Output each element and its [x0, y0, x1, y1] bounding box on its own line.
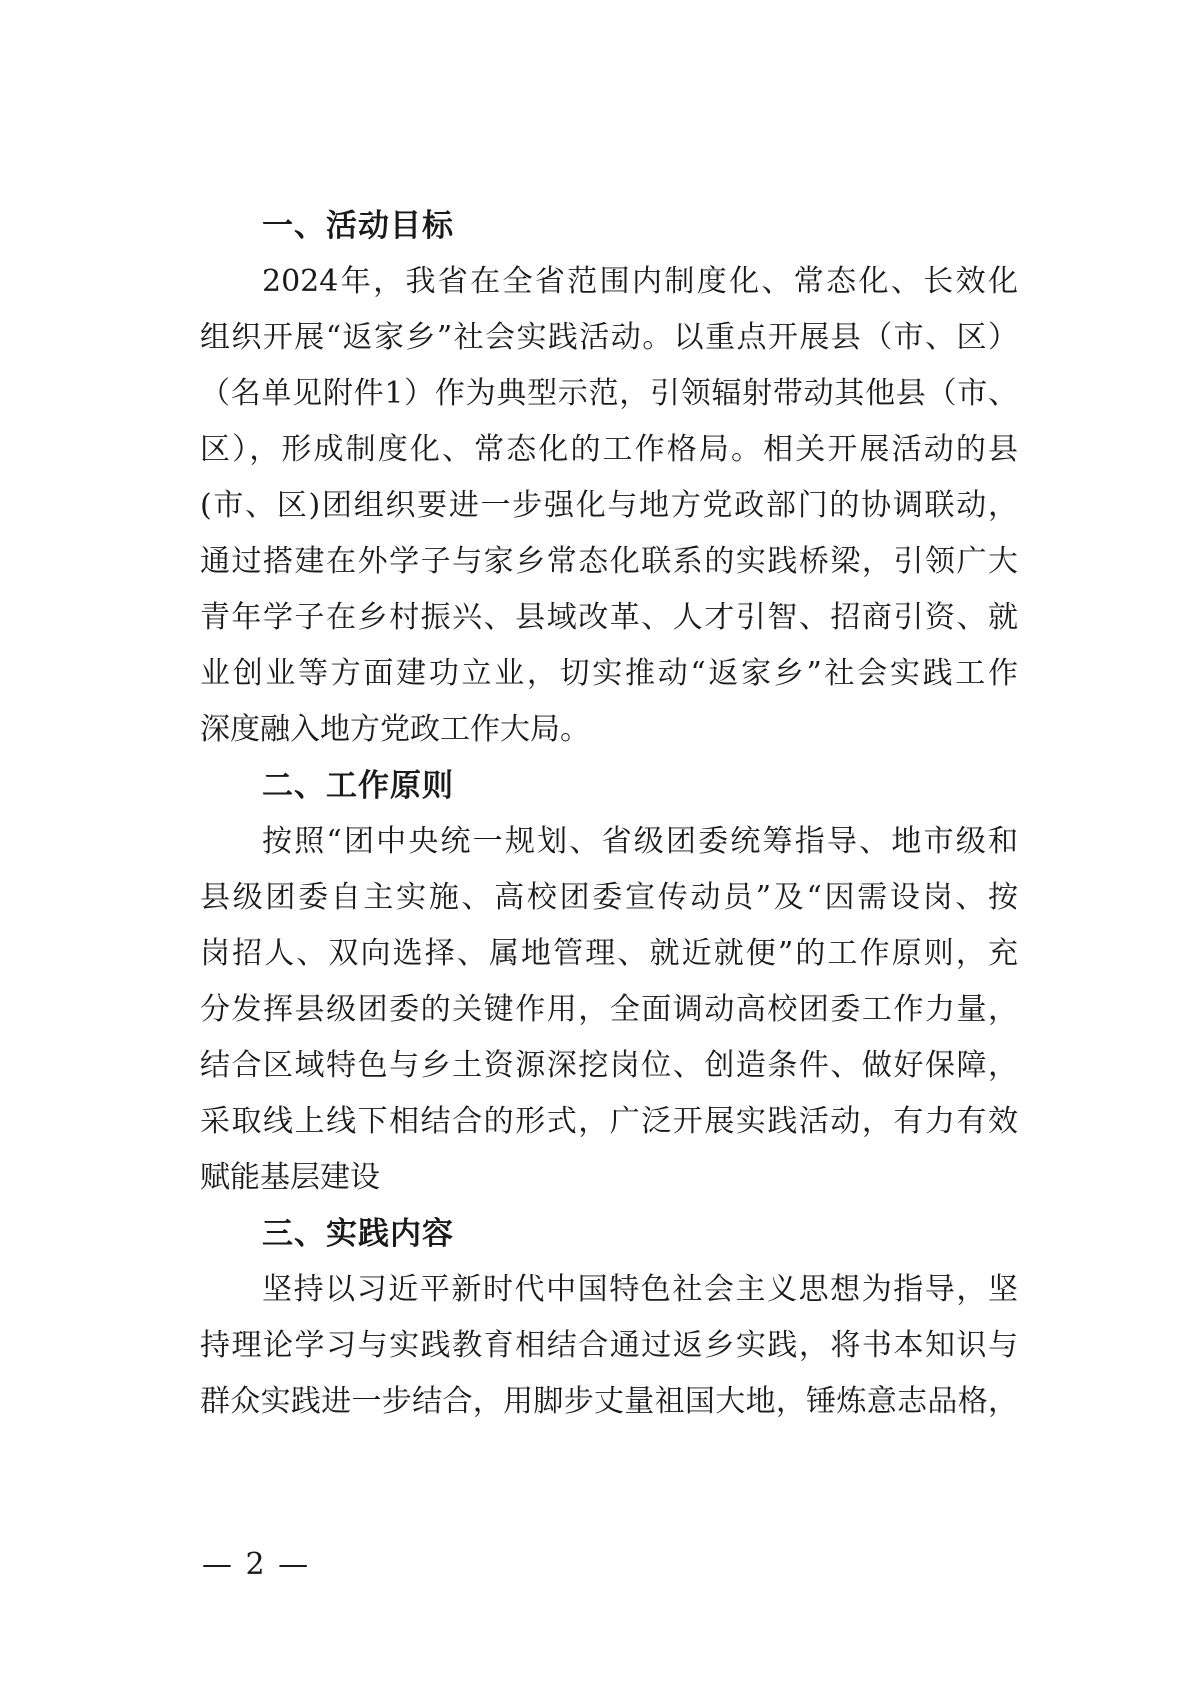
paragraph-line: 持理论学习与实践教育相结合通过返乡实践，将书本知识与 — [200, 1328, 1018, 1363]
paragraph-line: （名单见附件1）作为典型示范，引领辐射带动其他县（市、 — [200, 376, 1018, 411]
paragraph-line: 分发挥县级团委的关键作用，全面调动高校团委工作力量， — [200, 992, 1018, 1027]
paragraph-line: 青年学子在乡村振兴、县域改革、人才引智、招商引资、就 — [200, 600, 1018, 635]
paragraph-line: 岗招人、双向选择、属地管理、就近就便”的工作原则，充 — [200, 936, 1018, 971]
paragraph-line: 县级团委自主实施、高校团委宣传动员”及“因需设岗、按 — [200, 880, 1018, 915]
paragraph-line: 赋能基层建设 — [200, 1160, 380, 1195]
section-heading-work-principles: 二、工作原则 — [262, 768, 454, 804]
paragraph-line: 组织开展“返家乡”社会实践活动。以重点开展县（市、区） — [200, 320, 1018, 355]
paragraph-line: 结合区域特色与乡土资源深挖岗位、创造条件、做好保障， — [200, 1048, 1018, 1083]
page-number: — 2 — — [202, 1547, 311, 1582]
paragraph-line: 业创业等方面建功立业，切实推动“返家乡”社会实践工作 — [200, 656, 1018, 691]
paragraph-line: 通过搭建在外学子与家乡常态化联系的实践桥梁，引领广大 — [200, 544, 1018, 579]
section-heading-practice-content: 三、实践内容 — [262, 1216, 454, 1252]
paragraph-line: 区），形成制度化、常态化的工作格局。相关开展活动的县 — [200, 432, 1018, 467]
paragraph-line: 2024年，我省在全省范围内制度化、常态化、长效化 — [262, 264, 1018, 299]
paragraph-line: 采取线上线下相结合的形式，广泛开展实践活动，有力有效 — [200, 1104, 1018, 1139]
paragraph-line: (市、区)团组织要进一步强化与地方党政部门的协调联动， — [200, 488, 1018, 523]
section-heading-activity-goals: 一、活动目标 — [262, 208, 454, 244]
paragraph-line: 群众实践进一步结合，用脚步丈量祖国大地，锤炼意志品格， — [200, 1384, 1018, 1419]
paragraph-line: 按照“团中央统一规划、省级团委统筹指导、地市级和 — [262, 824, 1018, 859]
paragraph-line: 深度融入地方党政工作大局。 — [200, 712, 590, 747]
paragraph-line: 坚持以习近平新时代中国特色社会主义思想为指导，坚 — [262, 1272, 1018, 1307]
